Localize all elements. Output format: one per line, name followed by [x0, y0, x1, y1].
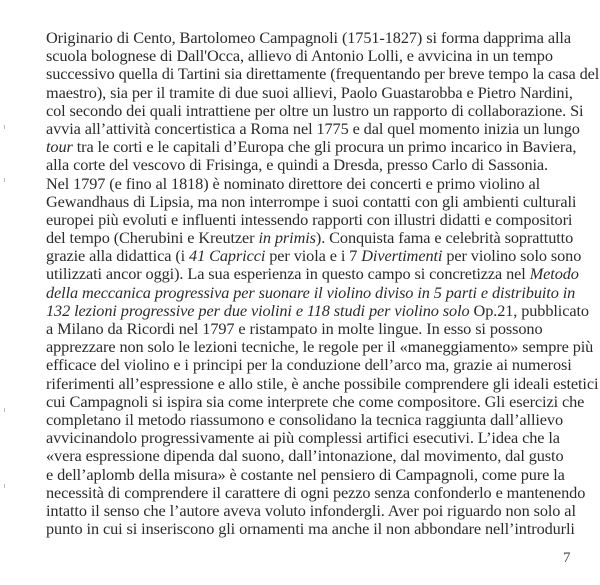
italic-text: tour: [46, 137, 73, 157]
text-segment: riferimenti all’espressione e allo stile, è anche possibile comprendere gli ideali estetici: [46, 373, 599, 393]
text-segment: completano il metodo riassumono e consolidano la tecnica raggiunta dall’allievo: [46, 409, 564, 429]
italic-text: Metodo: [529, 264, 579, 284]
text-segment: ). Conquista fama e celebrità soprattutto: [315, 228, 574, 248]
text-segment: del tempo (Cherubini e Kreutzer: [46, 228, 259, 248]
italic-text: della meccanica progressiva per suonare il violino diviso in 5 parti e distribuito in: [46, 282, 576, 302]
text-segment: avvicinandolo progressivamente ai più complessi artifici esecutivi. L’idea che la: [46, 428, 560, 448]
italic-text: Divertimenti: [361, 246, 443, 266]
text-segment: tra le corti e le capitali d’Europa che gli procura un primo incarico in Baviera,: [72, 137, 577, 157]
text-line: [46, 175, 586, 193]
margin-mark: [4, 484, 5, 488]
text-segment: e dell’aplomb della misura» è costante nel pensiero di Campagnoli, come pure la: [46, 464, 565, 484]
text-line: [46, 47, 586, 65]
text-line: [46, 300, 589, 320]
margin-mark: [4, 125, 5, 129]
margin-mark: [4, 178, 5, 182]
text-line: [46, 211, 586, 229]
text-line: [46, 337, 594, 357]
text-line: [46, 356, 586, 374]
text-line: [46, 193, 586, 211]
text-segment: alla corte del vescovo di Frisinga, e quindi a Dresda, presso Carlo di Sassonia.: [46, 155, 549, 175]
text-segment: Nel 1797 (e fino al 1818) è nominato direttore dei concerti e primo violino al: [46, 173, 541, 193]
text-segment: Op.21, pubblicato: [469, 300, 589, 320]
text-line: [46, 447, 586, 465]
italic-text: 41 Capricci: [189, 246, 266, 266]
text-line: [46, 520, 586, 538]
text-line: [46, 29, 586, 47]
body-text: [46, 28, 600, 539]
text-segment: avvia all’attività concertistica a Roma nel 1775 e dal quel momento inizia un lungo: [46, 118, 580, 138]
page-number: 7: [563, 550, 571, 566]
text-line: [46, 373, 599, 393]
text-line: [46, 502, 586, 520]
text-line: [46, 411, 586, 429]
text-line: [46, 265, 586, 283]
text-segment: Gewandhaus di Lipsia, ma non interrompe i suoi contatti con gli ambienti culturali: [46, 191, 577, 211]
italic-text: in primis: [258, 228, 316, 248]
text-line: [46, 64, 600, 84]
text-line: [46, 466, 586, 484]
text-segment: scuola bolognese di Dall'Occa, allievo di Antonio Lolli, e avvicina in un tempo: [46, 46, 553, 66]
text-segment: apprezzare non solo le lezioni tecniche, le regole per il «maneggiamento» sempre più: [46, 337, 594, 357]
text-segment: cui Campagnoli si ispira sia come interprete che come compositore. Gli esercizi che: [46, 391, 585, 411]
text-line: [46, 156, 586, 174]
text-line: [46, 284, 586, 302]
text-segment: a Milano da Ricordi nel 1797 e ristampato in molte lingue. In esso si possono: [46, 319, 543, 338]
text-segment: efficace del violino e i principi per la conduzione dell’arco ma, grazie ai numerosi: [46, 355, 572, 375]
text-segment: col secondo dei quali intrattiene per oltre un lustro un rapporto di collaborazione. Si: [46, 100, 584, 120]
italic-text: 132 lezioni progressive per due violini e 118 studi per violino solo: [46, 300, 470, 320]
text-segment: europei più evoluti e influenti intessendo rapporti con illustri didatti e compositori: [46, 209, 573, 229]
text-segment: Originario di Cento, Bartolomeo Campagnoli (1751-1827) si forma dapprima alla: [46, 28, 571, 47]
text-line: [46, 484, 586, 502]
text-line: [46, 393, 586, 411]
text-line: [46, 429, 586, 447]
text-line: [46, 84, 586, 102]
text-line: [46, 229, 586, 247]
text-segment: «vera espressione dipenda dal suono, dall’intonazione, dal movimento, dal gusto: [46, 446, 564, 466]
text-segment: per viola e i 7: [265, 246, 362, 266]
text-line: [46, 247, 586, 265]
text-line: [46, 320, 586, 338]
text-line: [46, 138, 586, 156]
text-segment: maestro), sia per il tramite di due suoi allievi, Paolo Guastarobba e Pietro Nardini,: [46, 82, 573, 102]
text-segment: intatto il senso che l’autore aveva voluto infondergli. Aver poi riguardo non solo al: [46, 500, 576, 520]
text-segment: utilizzati ancor oggi). La sua esperienza in questo campo si concretizza nel: [46, 264, 530, 284]
text-line: [46, 102, 586, 120]
text-line: [46, 120, 586, 138]
text-segment: punto in cui si inseriscono gli ornamenti ma anche il non abbondare nell’introdurli: [46, 519, 575, 539]
text-segment: per violino solo sono: [442, 246, 582, 266]
text-segment: successivo quella di Tartini sia direttamente (frequentando per breve tempo la casa del: [46, 64, 600, 84]
text-segment: necessità di comprendere il carattere di ogni pezzo senza confonderlo e mantenendo: [46, 482, 586, 502]
margin-mark: [4, 408, 5, 412]
text-segment: grazie alla didattica (i: [46, 246, 190, 266]
